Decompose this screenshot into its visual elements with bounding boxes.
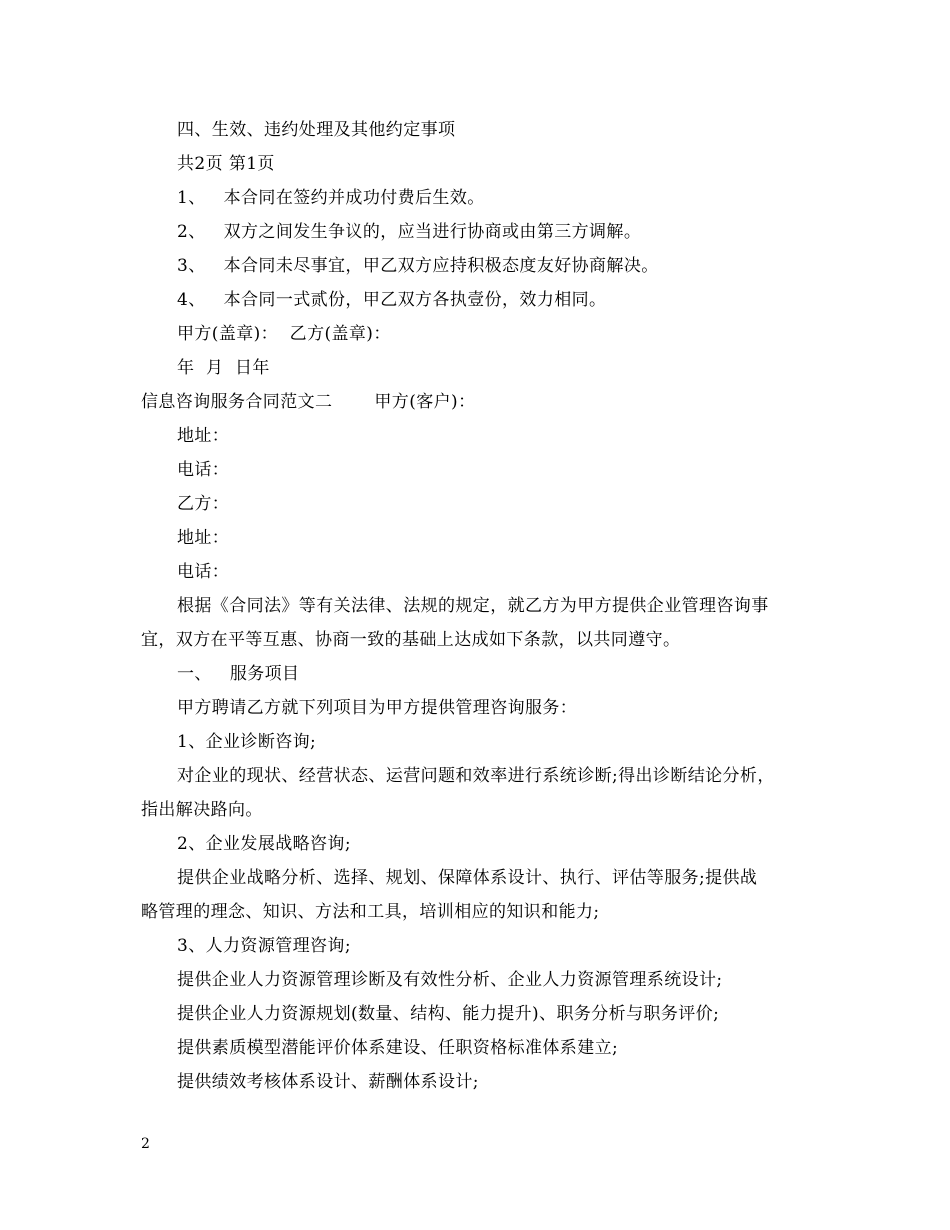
clause-text: 本合同未尽事宜，甲乙双方应持积极态度友好协商解决。 bbox=[223, 256, 659, 276]
service-intro: 甲方聘请乙方就下列项目为甲方提供管理咨询服务： bbox=[177, 698, 578, 718]
item-2-desc-line-2: 略管理的理念、知识、方法和工具，培训相应的知识和能力; bbox=[141, 902, 600, 922]
page-number: 2 bbox=[141, 1136, 150, 1152]
clause-1 bbox=[177, 186, 485, 210]
clause-3 bbox=[177, 254, 659, 278]
item-1-desc-line-1: 对企业的现状、经营状态、运营问题和效率进行系统诊断;得出诊断结论分析， bbox=[177, 766, 775, 786]
item-3-line-2: 提供企业人力资源规划(数量、结构、能力提升)、职务分析与职务评价; bbox=[177, 1004, 720, 1024]
page-info: 共2页 第1页 bbox=[177, 154, 275, 174]
item-3-line-3: 提供素质模型潜能评价体系建设、任职资格标准体系建立; bbox=[177, 1038, 619, 1058]
item-2-desc-line-1: 提供企业战略分析、选择、规划、保障体系设计、执行、评估等服务;提供战 bbox=[177, 868, 758, 888]
item-2-title: 2、企业发展战略咨询; bbox=[177, 834, 351, 854]
item-1-title: 1、企业诊断咨询; bbox=[177, 732, 317, 752]
clause-2 bbox=[177, 220, 641, 244]
second-contract-heading bbox=[141, 390, 475, 414]
clause-number: 1、 bbox=[177, 188, 206, 208]
phone-a: 电话： bbox=[177, 460, 230, 480]
clause-text: 双方之间发生争议的，应当进行协商或由第三方调解。 bbox=[223, 222, 642, 242]
clause-4 bbox=[177, 288, 606, 312]
clause-text: 本合同在签约并成功付费后生效。 bbox=[223, 188, 485, 208]
item-3-line-4: 提供绩效考核体系设计、薪酬体系设计; bbox=[177, 1072, 479, 1092]
date-line: 年 月 日年 bbox=[177, 358, 270, 378]
section-one-heading bbox=[177, 662, 299, 686]
item-3-title: 3、人力资源管理咨询; bbox=[177, 936, 351, 956]
preamble-line-2: 宜，双方在平等互惠、协商一致的基础上达成如下条款，以共同遵守。 bbox=[141, 630, 681, 650]
clause-number: 2、 bbox=[177, 222, 206, 242]
section-one-title: 服务项目 bbox=[229, 664, 300, 684]
section-one-number: 一、 bbox=[177, 664, 212, 684]
address-a: 地址： bbox=[177, 426, 230, 446]
address-b: 地址： bbox=[177, 528, 230, 548]
clause-number: 4、 bbox=[177, 290, 206, 310]
party-a-label: 甲方(客户)： bbox=[374, 392, 476, 412]
signature-line: 甲方(盖章)： 乙方(盖章)： bbox=[177, 324, 391, 344]
clause-number: 3、 bbox=[177, 256, 206, 276]
clause-text: 本合同一式贰份，甲乙双方各执壹份，效力相同。 bbox=[223, 290, 607, 310]
item-1-desc-line-2: 指出解决路向。 bbox=[141, 800, 263, 820]
second-contract-title: 信息咨询服务合同范文二 bbox=[141, 392, 333, 412]
item-3-line-1: 提供企业人力资源管理诊断及有效性分析、企业人力资源管理系统设计; bbox=[177, 970, 723, 990]
section-four-title: 四、生效、违约处理及其他约定事项 bbox=[177, 120, 456, 140]
preamble-line-1: 根据《合同法》等有关法律、法规的规定，就乙方为甲方提供企业管理咨询事 bbox=[177, 596, 769, 616]
party-b: 乙方： bbox=[177, 494, 230, 514]
phone-b: 电话： bbox=[177, 562, 230, 582]
